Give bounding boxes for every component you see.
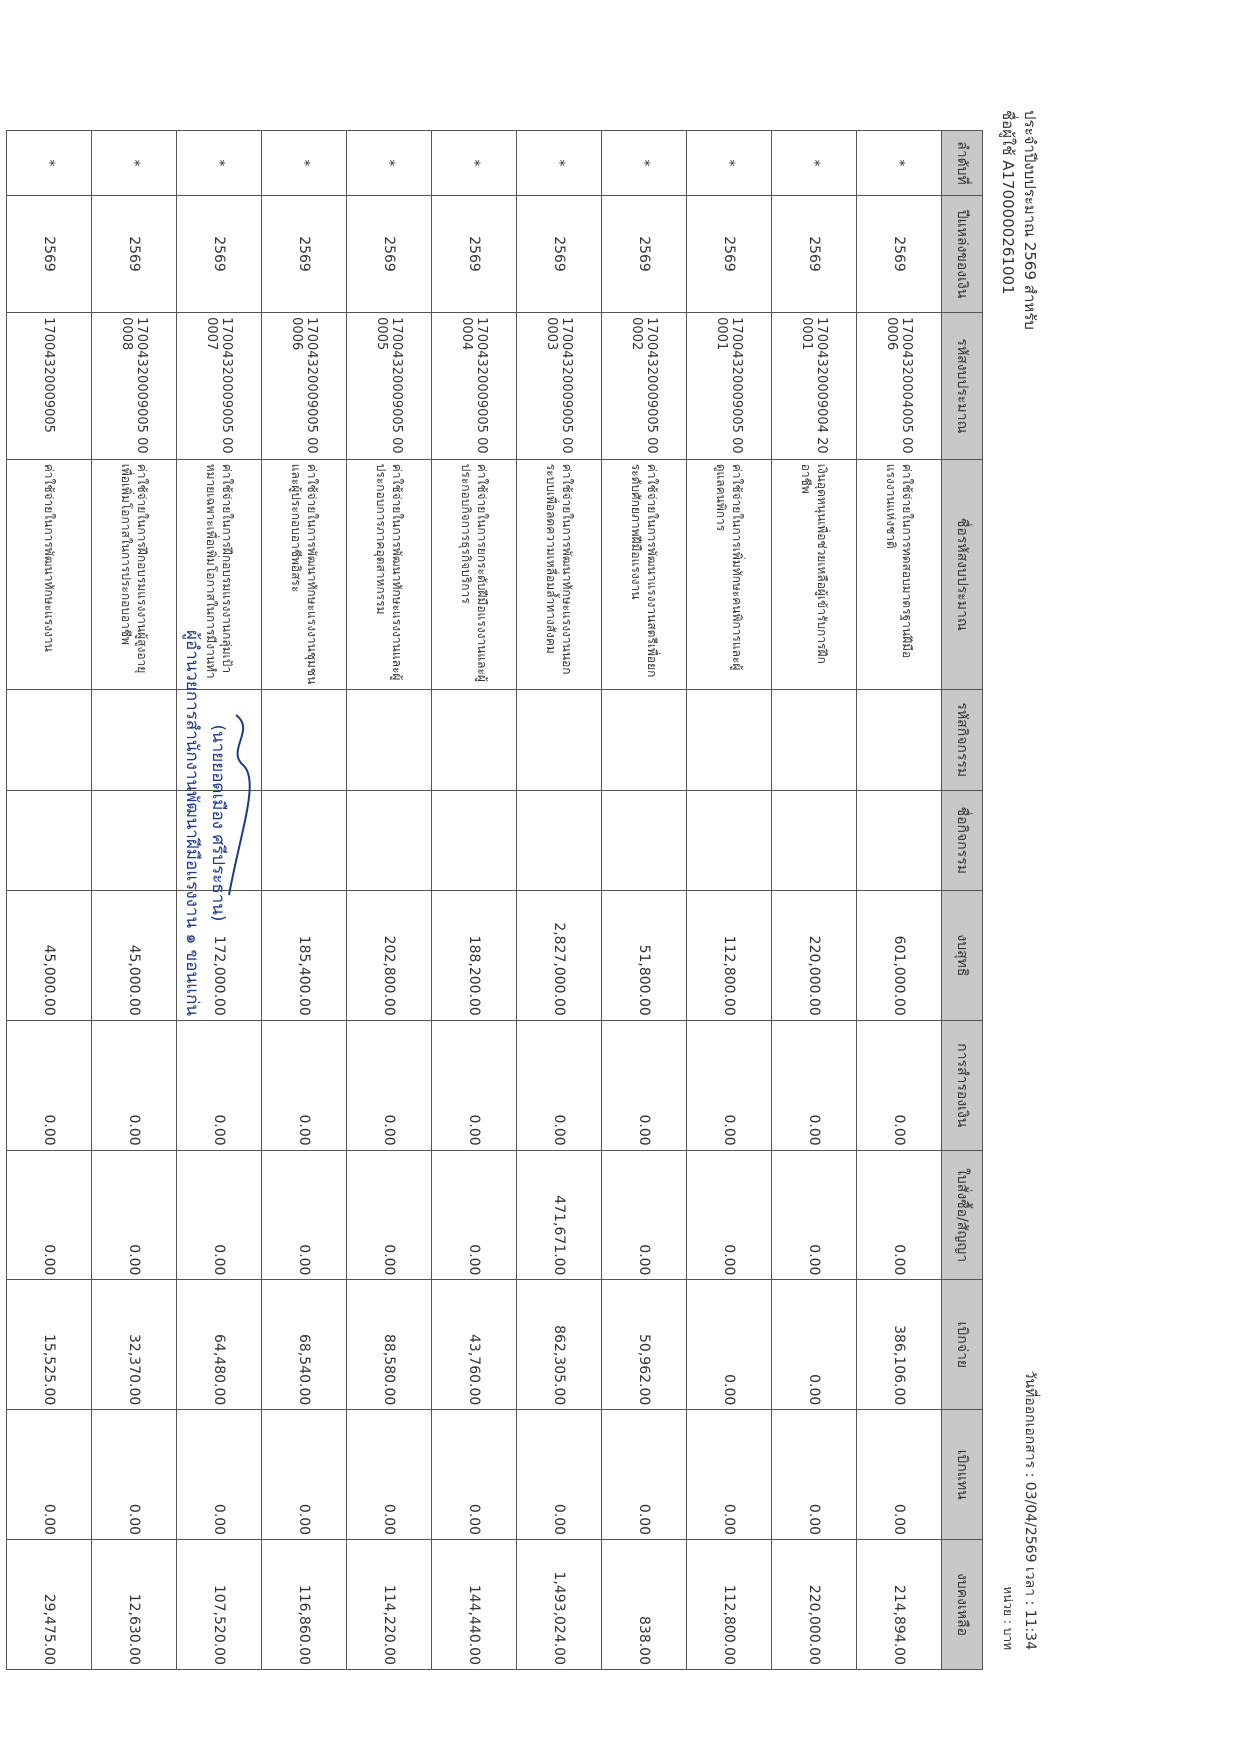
cell-po: 0.00 — [347, 1150, 432, 1280]
table-header-row — [942, 131, 983, 1670]
cell-paid-other: 0.00 — [857, 1410, 942, 1540]
cell-reserve: 0.00 — [7, 1020, 92, 1150]
column-header: ชื่อกิจกรรม — [942, 790, 983, 891]
cell-paid: 0.00 — [687, 1280, 772, 1410]
cell-no: * — [92, 131, 177, 196]
column-header: เบิกจ่าย — [942, 1280, 983, 1410]
cell-code: 17004320009005 000004 — [432, 313, 517, 460]
cell-paid-other: 0.00 — [177, 1410, 262, 1540]
cell-paid-other: 0.00 — [687, 1410, 772, 1540]
cell-po: 0.00 — [687, 1150, 772, 1280]
cell-no: * — [602, 131, 687, 196]
cell-reserve: 0.00 — [432, 1020, 517, 1150]
cell-reserve: 0.00 — [517, 1020, 602, 1150]
cell-paid: 32,370.00 — [92, 1280, 177, 1410]
cell-paid: 64,480.00 — [177, 1280, 262, 1410]
cell-name: ค่าใช้จ่ายในการพัฒนาทักษะแรงงานชุมชนและผู้ประกอบอาชีพอิสระ — [262, 459, 347, 689]
cell-act-name — [857, 790, 942, 891]
cell-reserve: 0.00 — [602, 1020, 687, 1150]
cell-no: * — [687, 131, 772, 196]
table-row — [92, 131, 177, 1670]
cell-po: 0.00 — [602, 1150, 687, 1280]
cell-year: 2569 — [772, 195, 857, 312]
cell-no: * — [347, 131, 432, 196]
cell-code: 17004320009005 000002 — [602, 313, 687, 460]
cell-year: 2569 — [432, 195, 517, 312]
cell-balance: 114,220.00 — [347, 1540, 432, 1670]
report-meta — [997, 1371, 1041, 1650]
cell-name: ค่าใช้จ่ายในการพัฒนาทักษะแรงงาน — [7, 459, 92, 689]
cell-balance: 12,630.00 — [92, 1540, 177, 1670]
cell-act-name — [92, 790, 177, 891]
cell-no: * — [262, 131, 347, 196]
cell-reserve: 0.00 — [347, 1020, 432, 1150]
cell-act-name — [7, 790, 92, 891]
cell-code: 17004320009004 200001 — [772, 313, 857, 460]
cell-name: ค่าใช้จ่ายในการฝึกอบรมแรงงานกลุ่มเป้าหมายเฉพาะเพื่อเพิ่มโอกาสในการมีงานทำ — [177, 459, 262, 689]
cell-no: * — [7, 131, 92, 196]
cell-balance: 116,860.00 — [262, 1540, 347, 1670]
report-title: ประจำปีงบประมาณ 2569 สำหรับ — [1021, 110, 1039, 330]
cell-code: 17004320009005 000008 — [92, 313, 177, 460]
cell-act-code — [772, 690, 857, 791]
cell-balance: 29,475.00 — [7, 1540, 92, 1670]
cell-po: 471,671.00 — [517, 1150, 602, 1280]
column-header: ใบสั่งซื้อ/สัญญา — [942, 1150, 983, 1280]
column-header: ปีแหล่งของเงิน — [942, 195, 983, 312]
cell-balance: 838.00 — [602, 1540, 687, 1670]
cell-act-name — [347, 790, 432, 891]
cell-reserve: 0.00 — [262, 1020, 347, 1150]
cell-reserve: 0.00 — [92, 1020, 177, 1150]
cell-net: 185,400.00 — [262, 891, 347, 1021]
cell-po: 0.00 — [92, 1150, 177, 1280]
column-header: รหัสกิจกรรม — [942, 690, 983, 791]
cell-name: ค่าใช้จ่ายในการทดสอบมาตรฐานฝีมือแรงงานแห่งชาติ — [857, 459, 942, 689]
unit-label: หน่วย : บาท — [1001, 1586, 1015, 1650]
cell-balance: 144,440.00 — [432, 1540, 517, 1670]
cell-balance: 112,800.00 — [687, 1540, 772, 1670]
cell-code: 17004320009005 000005 — [347, 313, 432, 460]
cell-po: 0.00 — [772, 1150, 857, 1280]
cell-paid: 68,540.00 — [262, 1280, 347, 1410]
cell-code: 17004320009005 000006 — [262, 313, 347, 460]
cell-act-name — [262, 790, 347, 891]
cell-paid-other: 0.00 — [432, 1410, 517, 1540]
cell-po: 0.00 — [432, 1150, 517, 1280]
cell-paid-other: 0.00 — [347, 1410, 432, 1540]
signature-block — [179, 630, 231, 1016]
table-row — [347, 131, 432, 1670]
cell-reserve: 0.00 — [772, 1020, 857, 1150]
cell-code: 17004320009005 000007 — [177, 313, 262, 460]
cell-no: * — [772, 131, 857, 196]
cell-paid-other: 0.00 — [7, 1410, 92, 1540]
cell-reserve: 0.00 — [177, 1020, 262, 1150]
cell-code: 17004320009005 000001 — [687, 313, 772, 460]
cell-code: 17004320004005 000006 — [857, 313, 942, 460]
cell-act-name — [602, 790, 687, 891]
cell-balance: 107,520.00 — [177, 1540, 262, 1670]
cell-reserve: 0.00 — [857, 1020, 942, 1150]
cell-paid-other: 0.00 — [262, 1410, 347, 1540]
table-row — [602, 131, 687, 1670]
cell-paid: 862,305.00 — [517, 1280, 602, 1410]
column-header: การสำรองเงิน — [942, 1020, 983, 1150]
signatory-position: ผู้อำนวยการสำนักงานพัฒนาฝีมือแรงงาน ๑ ขอนแก่น — [182, 630, 202, 1017]
budget-table — [6, 130, 983, 1670]
cell-name: ค่าใช้จ่ายในการฝึกอบรมแรงงานผู้สูงอายุเพื่อเพิ่มโอกาสในการประกอบอาชีพ — [92, 459, 177, 689]
cell-no: * — [857, 131, 942, 196]
report-header — [997, 110, 1041, 330]
cell-code: 17004320009005 000003 — [517, 313, 602, 460]
cell-net: 51,800.00 — [602, 891, 687, 1021]
table-row — [7, 131, 92, 1670]
table-row — [857, 131, 942, 1670]
cell-net: 220,000.00 — [772, 891, 857, 1021]
cell-paid: 15,525.00 — [7, 1280, 92, 1410]
column-header: งบสุทธิ — [942, 891, 983, 1021]
cell-year: 2569 — [7, 195, 92, 312]
cell-year: 2569 — [517, 195, 602, 312]
cell-reserve: 0.00 — [687, 1020, 772, 1150]
cell-paid-other: 0.00 — [92, 1410, 177, 1540]
cell-code: 17004320009005 — [7, 313, 92, 460]
cell-name: เงินอุดหนุนเพื่อช่วยเหลือผู้เข้ารับการฝึกอาชีพ — [772, 459, 857, 689]
cell-year: 2569 — [857, 195, 942, 312]
cell-name: ค่าใช้จ่ายในการเพิ่มทักษะคนพิการและผู้ดูแลคนพิการ — [687, 459, 772, 689]
cell-net: 2,827,000.00 — [517, 891, 602, 1021]
cell-net: 202,800.00 — [347, 891, 432, 1021]
table-row — [432, 131, 517, 1670]
cell-act-name — [517, 790, 602, 891]
cell-act-code — [7, 690, 92, 791]
cell-balance: 214,894.00 — [857, 1540, 942, 1670]
cell-net: 45,000.00 — [7, 891, 92, 1021]
cell-act-code — [347, 690, 432, 791]
cell-act-name — [432, 790, 517, 891]
cell-paid-other: 0.00 — [517, 1410, 602, 1540]
cell-po: 0.00 — [262, 1150, 347, 1280]
cell-year: 2569 — [687, 195, 772, 312]
cell-act-code — [92, 690, 177, 791]
user-id: ชื่อผู้ใช้ A1700000261001 — [999, 110, 1017, 295]
cell-paid: 0.00 — [772, 1280, 857, 1410]
cell-net: 45,000.00 — [92, 891, 177, 1021]
cell-balance: 220,000.00 — [772, 1540, 857, 1670]
column-header: รหัสงบประมาณ — [942, 313, 983, 460]
cell-paid: 43,760.00 — [432, 1280, 517, 1410]
print-date: วันที่ออกเอกสาร : 03/04/2569 เวลา : 11:34 — [1022, 1370, 1038, 1650]
cell-year: 2569 — [177, 195, 262, 312]
table-row — [687, 131, 772, 1670]
cell-po: 0.00 — [7, 1150, 92, 1280]
cell-act-code — [602, 690, 687, 791]
cell-no: * — [177, 131, 262, 196]
cell-paid-other: 0.00 — [772, 1410, 857, 1540]
table-row — [517, 131, 602, 1670]
cell-po: 0.00 — [857, 1150, 942, 1280]
cell-paid: 50,962.00 — [602, 1280, 687, 1410]
cell-act-name — [687, 790, 772, 891]
cell-no: * — [432, 131, 517, 196]
signatory-name: (นายยอดเมือง ศรีประธาน) — [208, 724, 228, 922]
cell-year: 2569 — [347, 195, 432, 312]
cell-paid: 386,106.00 — [857, 1280, 942, 1410]
cell-act-name — [772, 790, 857, 891]
cell-no: * — [517, 131, 602, 196]
cell-paid-other: 0.00 — [602, 1410, 687, 1540]
cell-po: 0.00 — [177, 1150, 262, 1280]
column-header: ชื่อรหัสงบประมาณ — [942, 459, 983, 689]
cell-net: 112,800.00 — [687, 891, 772, 1021]
cell-net: 172,000.00 — [177, 891, 262, 1021]
column-header: เบิกแทน — [942, 1410, 983, 1540]
cell-act-code — [517, 690, 602, 791]
cell-act-code — [432, 690, 517, 791]
cell-year: 2569 — [262, 195, 347, 312]
cell-name: ค่าใช้จ่ายในการยกระดับฝีมือแรงงานและผู้ประกอบกิจการธุรกิจบริการ — [432, 459, 517, 689]
column-header: งบคงเหลือ — [942, 1540, 983, 1670]
table-row — [262, 131, 347, 1670]
cell-act-code — [857, 690, 942, 791]
cell-year: 2569 — [92, 195, 177, 312]
cell-net: 601,000.00 — [857, 891, 942, 1021]
cell-name: ค่าใช้จ่ายในการพัฒนาแรงงานสตรีเพื่อยกระดับศักยภาพฝีมือแรงงาน — [602, 459, 687, 689]
cell-act-code — [262, 690, 347, 791]
cell-name: ค่าใช้จ่ายในการพัฒนาทักษะแรงงานและผู้ประกอบการภาคอุตสาหกรรม — [347, 459, 432, 689]
cell-net: 188,200.00 — [432, 891, 517, 1021]
cell-paid: 88,580.00 — [347, 1280, 432, 1410]
cell-act-code — [687, 690, 772, 791]
column-header: ลำดับที่ — [942, 131, 983, 196]
cell-year: 2569 — [602, 195, 687, 312]
cell-balance: 1,493,024.00 — [517, 1540, 602, 1670]
cell-name: ค่าใช้จ่ายในการพัฒนาทักษะแรงงานนอกระบบเพื่อลดความเหลื่อมล้ำทางสังคม — [517, 459, 602, 689]
table-row — [772, 131, 857, 1670]
